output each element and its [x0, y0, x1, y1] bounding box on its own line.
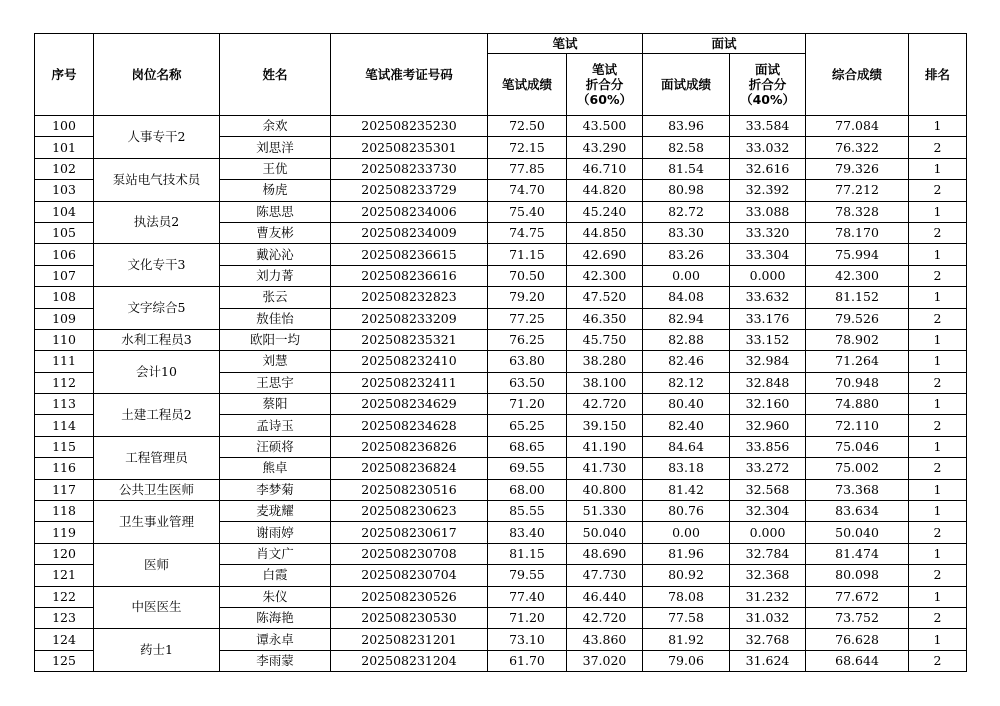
- name-cell: 谢雨婷: [220, 522, 331, 543]
- table-row: [35, 116, 967, 137]
- table-row: [35, 351, 967, 372]
- total-cell: 79.326: [806, 158, 909, 179]
- interview-score-cell: 77.58: [643, 607, 730, 628]
- table-row: [35, 479, 967, 500]
- rank-cell: 1: [909, 479, 967, 500]
- name-cell: 戴沁沁: [220, 244, 331, 265]
- total-cell: 70.948: [806, 372, 909, 393]
- interview-converted-cell: 32.568: [730, 479, 806, 500]
- exam-id-cell: 202508235230: [331, 116, 488, 137]
- seq-cell: 104: [35, 201, 94, 222]
- name-cell: 欧阳一均: [220, 329, 331, 350]
- name-cell: 朱仪: [220, 586, 331, 607]
- exam-id-cell: 202508230516: [331, 479, 488, 500]
- name-cell: 敖佳怡: [220, 308, 331, 329]
- written-converted-cell: 38.280: [567, 351, 643, 372]
- written-score-cell: 77.25: [488, 308, 567, 329]
- seq-cell: 114: [35, 415, 94, 436]
- written-converted-cell: 47.520: [567, 287, 643, 308]
- rank-cell: 1: [909, 394, 967, 415]
- interview-score-cell: 82.88: [643, 329, 730, 350]
- written-converted-cell: 42.300: [567, 265, 643, 286]
- written-score-cell: 63.50: [488, 372, 567, 393]
- position-cell: 公共卫生医师: [94, 479, 220, 500]
- interview-converted-cell: 32.304: [730, 501, 806, 522]
- written-score-cell: 71.20: [488, 394, 567, 415]
- header-interview-score: 面试成绩: [643, 54, 730, 116]
- rank-cell: 2: [909, 458, 967, 479]
- interview-score-cell: 78.08: [643, 586, 730, 607]
- interview-converted-cell: 32.848: [730, 372, 806, 393]
- name-cell: 谭永卓: [220, 629, 331, 650]
- total-cell: 78.902: [806, 329, 909, 350]
- header-interview-group: 面试: [643, 34, 806, 54]
- interview-converted-cell: 32.368: [730, 565, 806, 586]
- rank-cell: 2: [909, 607, 967, 628]
- rank-cell: 1: [909, 329, 967, 350]
- table-row: [35, 201, 967, 222]
- table-row: [35, 244, 967, 265]
- seq-cell: 120: [35, 543, 94, 564]
- written-score-cell: 63.80: [488, 351, 567, 372]
- interview-converted-cell: 33.584: [730, 116, 806, 137]
- interview-converted-cell: 33.632: [730, 287, 806, 308]
- seq-cell: 119: [35, 522, 94, 543]
- interview-score-cell: 81.96: [643, 543, 730, 564]
- table-row: [35, 287, 967, 308]
- rank-cell: 1: [909, 116, 967, 137]
- written-score-cell: 72.15: [488, 137, 567, 158]
- position-cell: 执法员2: [94, 201, 220, 244]
- exam-id-cell: 202508232823: [331, 287, 488, 308]
- exam-id-cell: 202508232410: [331, 351, 488, 372]
- interview-converted-cell: 33.032: [730, 137, 806, 158]
- rank-cell: 1: [909, 543, 967, 564]
- interview-score-cell: 82.72: [643, 201, 730, 222]
- interview-converted-cell: 33.152: [730, 329, 806, 350]
- total-cell: 73.368: [806, 479, 909, 500]
- interview-score-cell: 83.26: [643, 244, 730, 265]
- rank-cell: 1: [909, 158, 967, 179]
- interview-converted-cell: 31.232: [730, 586, 806, 607]
- seq-cell: 116: [35, 458, 94, 479]
- exam-id-cell: 202508233730: [331, 158, 488, 179]
- interview-score-cell: 82.94: [643, 308, 730, 329]
- exam-id-cell: 202508235321: [331, 329, 488, 350]
- interview-score-cell: 83.96: [643, 116, 730, 137]
- rank-cell: 1: [909, 586, 967, 607]
- exam-id-cell: 202508234009: [331, 222, 488, 243]
- name-cell: 余欢: [220, 116, 331, 137]
- exam-id-cell: 202508234629: [331, 394, 488, 415]
- name-cell: 张云: [220, 287, 331, 308]
- seq-cell: 105: [35, 222, 94, 243]
- interview-score-cell: 80.40: [643, 394, 730, 415]
- position-cell: 水利工程员3: [94, 329, 220, 350]
- position-cell: 中医医生: [94, 586, 220, 629]
- written-score-cell: 77.40: [488, 586, 567, 607]
- written-converted-cell: 43.860: [567, 629, 643, 650]
- header-position: 岗位名称: [94, 34, 220, 116]
- written-converted-cell: 38.100: [567, 372, 643, 393]
- position-cell: 会计10: [94, 351, 220, 394]
- written-converted-cell: 41.190: [567, 436, 643, 457]
- written-score-cell: 79.20: [488, 287, 567, 308]
- exam-id-cell: 202508234006: [331, 201, 488, 222]
- name-cell: 李梦菊: [220, 479, 331, 500]
- total-cell: 81.474: [806, 543, 909, 564]
- seq-cell: 123: [35, 607, 94, 628]
- interview-converted-cell: 32.616: [730, 158, 806, 179]
- exam-id-cell: 202508230623: [331, 501, 488, 522]
- interview-score-cell: 84.08: [643, 287, 730, 308]
- header-rank: 排名: [909, 34, 967, 116]
- interview-score-cell: 80.92: [643, 565, 730, 586]
- exam-id-cell: 202508232411: [331, 372, 488, 393]
- seq-cell: 125: [35, 650, 94, 671]
- written-converted-cell: 45.240: [567, 201, 643, 222]
- total-cell: 77.212: [806, 180, 909, 201]
- total-cell: 80.098: [806, 565, 909, 586]
- interview-converted-cell: 32.392: [730, 180, 806, 201]
- written-score-cell: 71.20: [488, 607, 567, 628]
- exam-id-cell: 202508233209: [331, 308, 488, 329]
- rank-cell: 2: [909, 137, 967, 158]
- total-cell: 77.672: [806, 586, 909, 607]
- written-converted-cell: 43.500: [567, 116, 643, 137]
- total-cell: 75.994: [806, 244, 909, 265]
- rank-cell: 2: [909, 180, 967, 201]
- rank-cell: 1: [909, 436, 967, 457]
- seq-cell: 122: [35, 586, 94, 607]
- name-cell: 汪硕将: [220, 436, 331, 457]
- total-cell: 73.752: [806, 607, 909, 628]
- interview-score-cell: 84.64: [643, 436, 730, 457]
- name-cell: 刘思洋: [220, 137, 331, 158]
- seq-cell: 118: [35, 501, 94, 522]
- written-score-cell: 61.70: [488, 650, 567, 671]
- total-cell: 50.040: [806, 522, 909, 543]
- total-cell: 71.264: [806, 351, 909, 372]
- written-converted-cell: 41.730: [567, 458, 643, 479]
- position-cell: 文化专干3: [94, 244, 220, 287]
- name-cell: 孟诗玉: [220, 415, 331, 436]
- table-row: [35, 436, 967, 457]
- exam-id-cell: 202508236616: [331, 265, 488, 286]
- rank-cell: 2: [909, 415, 967, 436]
- table-header: [35, 34, 967, 116]
- written-converted-cell: 46.350: [567, 308, 643, 329]
- interview-converted-cell: 32.160: [730, 394, 806, 415]
- written-score-cell: 69.55: [488, 458, 567, 479]
- header-total: 综合成绩: [806, 34, 909, 116]
- exam-id-cell: 202508233729: [331, 180, 488, 201]
- rank-cell: 1: [909, 501, 967, 522]
- name-cell: 王优: [220, 158, 331, 179]
- written-converted-cell: 42.720: [567, 394, 643, 415]
- total-cell: 76.322: [806, 137, 909, 158]
- written-converted-cell: 40.800: [567, 479, 643, 500]
- exam-id-cell: 202508236826: [331, 436, 488, 457]
- header-written-group: 笔试: [488, 34, 643, 54]
- written-score-cell: 83.40: [488, 522, 567, 543]
- written-converted-cell: 45.750: [567, 329, 643, 350]
- written-score-cell: 79.55: [488, 565, 567, 586]
- results-table: [34, 33, 967, 672]
- interview-converted-cell: 0.000: [730, 265, 806, 286]
- exam-id-cell: 202508231201: [331, 629, 488, 650]
- interview-converted-cell: 33.304: [730, 244, 806, 265]
- written-converted-cell: 43.290: [567, 137, 643, 158]
- header-seq: 序号: [35, 34, 94, 116]
- name-cell: 麦珑耀: [220, 501, 331, 522]
- exam-id-cell: 202508236615: [331, 244, 488, 265]
- rank-cell: 1: [909, 629, 967, 650]
- seq-cell: 115: [35, 436, 94, 457]
- rank-cell: 1: [909, 201, 967, 222]
- written-score-cell: 75.40: [488, 201, 567, 222]
- interview-converted-cell: 33.272: [730, 458, 806, 479]
- written-converted-cell: 46.710: [567, 158, 643, 179]
- table-row: [35, 158, 967, 179]
- seq-cell: 102: [35, 158, 94, 179]
- table-row: [35, 586, 967, 607]
- seq-cell: 112: [35, 372, 94, 393]
- exam-id-cell: 202508230704: [331, 565, 488, 586]
- written-converted-cell: 37.020: [567, 650, 643, 671]
- name-cell: 肖文广: [220, 543, 331, 564]
- name-cell: 李雨蒙: [220, 650, 331, 671]
- written-score-cell: 77.85: [488, 158, 567, 179]
- interview-converted-cell: 33.856: [730, 436, 806, 457]
- table-body: [35, 116, 967, 672]
- exam-id-cell: 202508230708: [331, 543, 488, 564]
- name-cell: 曹友彬: [220, 222, 331, 243]
- interview-converted-cell: 32.784: [730, 543, 806, 564]
- written-score-cell: 73.10: [488, 629, 567, 650]
- written-converted-cell: 51.330: [567, 501, 643, 522]
- table-row: [35, 543, 967, 564]
- exam-id-cell: 202508230530: [331, 607, 488, 628]
- total-cell: 78.328: [806, 201, 909, 222]
- rank-cell: 1: [909, 287, 967, 308]
- written-converted-cell: 44.820: [567, 180, 643, 201]
- interview-score-cell: 0.00: [643, 265, 730, 286]
- header-written-converted: 笔试 折合分 （60%）: [567, 54, 643, 116]
- rank-cell: 2: [909, 522, 967, 543]
- interview-score-cell: 83.18: [643, 458, 730, 479]
- name-cell: 白霞: [220, 565, 331, 586]
- interview-score-cell: 80.76: [643, 501, 730, 522]
- seq-cell: 103: [35, 180, 94, 201]
- position-cell: 医师: [94, 543, 220, 586]
- seq-cell: 101: [35, 137, 94, 158]
- interview-score-cell: 80.98: [643, 180, 730, 201]
- seq-cell: 111: [35, 351, 94, 372]
- exam-id-cell: 202508235301: [331, 137, 488, 158]
- seq-cell: 124: [35, 629, 94, 650]
- interview-score-cell: 82.58: [643, 137, 730, 158]
- interview-score-cell: 79.06: [643, 650, 730, 671]
- interview-score-cell: 82.12: [643, 372, 730, 393]
- written-score-cell: 74.70: [488, 180, 567, 201]
- name-cell: 陈思思: [220, 201, 331, 222]
- written-converted-cell: 44.850: [567, 222, 643, 243]
- total-cell: 72.110: [806, 415, 909, 436]
- header-exam-id: 笔试准考证号码: [331, 34, 488, 116]
- rank-cell: 2: [909, 372, 967, 393]
- written-score-cell: 85.55: [488, 501, 567, 522]
- total-cell: 74.880: [806, 394, 909, 415]
- total-cell: 77.084: [806, 116, 909, 137]
- interview-score-cell: 83.30: [643, 222, 730, 243]
- total-cell: 68.644: [806, 650, 909, 671]
- written-score-cell: 71.15: [488, 244, 567, 265]
- interview-converted-cell: 32.960: [730, 415, 806, 436]
- position-cell: 工程管理员: [94, 436, 220, 479]
- written-score-cell: 76.25: [488, 329, 567, 350]
- written-score-cell: 70.50: [488, 265, 567, 286]
- seq-cell: 106: [35, 244, 94, 265]
- position-cell: 文字综合5: [94, 287, 220, 330]
- written-score-cell: 68.00: [488, 479, 567, 500]
- seq-cell: 109: [35, 308, 94, 329]
- written-score-cell: 74.75: [488, 222, 567, 243]
- seq-cell: 100: [35, 116, 94, 137]
- name-cell: 刘慧: [220, 351, 331, 372]
- seq-cell: 113: [35, 394, 94, 415]
- table-row: [35, 394, 967, 415]
- total-cell: 75.046: [806, 436, 909, 457]
- total-cell: 83.634: [806, 501, 909, 522]
- name-cell: 蔡阳: [220, 394, 331, 415]
- position-cell: 泵站电气技术员: [94, 158, 220, 201]
- rank-cell: 2: [909, 565, 967, 586]
- written-score-cell: 68.65: [488, 436, 567, 457]
- written-converted-cell: 46.440: [567, 586, 643, 607]
- interview-score-cell: 81.54: [643, 158, 730, 179]
- position-cell: 药士1: [94, 629, 220, 672]
- name-cell: 陈海艳: [220, 607, 331, 628]
- total-cell: 81.152: [806, 287, 909, 308]
- table-row: [35, 501, 967, 522]
- rank-cell: 2: [909, 650, 967, 671]
- rank-cell: 1: [909, 351, 967, 372]
- total-cell: 79.526: [806, 308, 909, 329]
- position-cell: 人事专干2: [94, 116, 220, 159]
- interview-score-cell: 82.46: [643, 351, 730, 372]
- interview-converted-cell: 31.032: [730, 607, 806, 628]
- written-score-cell: 65.25: [488, 415, 567, 436]
- table-row: [35, 629, 967, 650]
- position-cell: 土建工程员2: [94, 394, 220, 437]
- rank-cell: 2: [909, 308, 967, 329]
- name-cell: 王思宇: [220, 372, 331, 393]
- rank-cell: 2: [909, 222, 967, 243]
- exam-id-cell: 202508236824: [331, 458, 488, 479]
- header-name: 姓名: [220, 34, 331, 116]
- interview-converted-cell: 0.000: [730, 522, 806, 543]
- exam-id-cell: 202508230526: [331, 586, 488, 607]
- name-cell: 刘力菁: [220, 265, 331, 286]
- seq-cell: 117: [35, 479, 94, 500]
- name-cell: 杨虎: [220, 180, 331, 201]
- rank-cell: 1: [909, 244, 967, 265]
- interview-converted-cell: 33.088: [730, 201, 806, 222]
- written-score-cell: 72.50: [488, 116, 567, 137]
- interview-score-cell: 81.92: [643, 629, 730, 650]
- seq-cell: 110: [35, 329, 94, 350]
- table-row: [35, 329, 967, 350]
- interview-score-cell: 0.00: [643, 522, 730, 543]
- position-cell: 卫生事业管理: [94, 501, 220, 544]
- total-cell: 78.170: [806, 222, 909, 243]
- header-written-score: 笔试成绩: [488, 54, 567, 116]
- total-cell: 75.002: [806, 458, 909, 479]
- rank-cell: 2: [909, 265, 967, 286]
- interview-converted-cell: 33.320: [730, 222, 806, 243]
- exam-id-cell: 202508234628: [331, 415, 488, 436]
- header-interview-converted: 面试 折合分 （40%）: [730, 54, 806, 116]
- written-converted-cell: 39.150: [567, 415, 643, 436]
- written-converted-cell: 48.690: [567, 543, 643, 564]
- seq-cell: 108: [35, 287, 94, 308]
- interview-converted-cell: 33.176: [730, 308, 806, 329]
- seq-cell: 121: [35, 565, 94, 586]
- interview-converted-cell: 32.984: [730, 351, 806, 372]
- written-converted-cell: 47.730: [567, 565, 643, 586]
- total-cell: 76.628: [806, 629, 909, 650]
- written-score-cell: 81.15: [488, 543, 567, 564]
- written-converted-cell: 50.040: [567, 522, 643, 543]
- seq-cell: 107: [35, 265, 94, 286]
- total-cell: 42.300: [806, 265, 909, 286]
- interview-converted-cell: 31.624: [730, 650, 806, 671]
- exam-id-cell: 202508231204: [331, 650, 488, 671]
- written-converted-cell: 42.720: [567, 607, 643, 628]
- interview-score-cell: 81.42: [643, 479, 730, 500]
- written-converted-cell: 42.690: [567, 244, 643, 265]
- interview-converted-cell: 32.768: [730, 629, 806, 650]
- name-cell: 熊卓: [220, 458, 331, 479]
- exam-id-cell: 202508230617: [331, 522, 488, 543]
- interview-score-cell: 82.40: [643, 415, 730, 436]
